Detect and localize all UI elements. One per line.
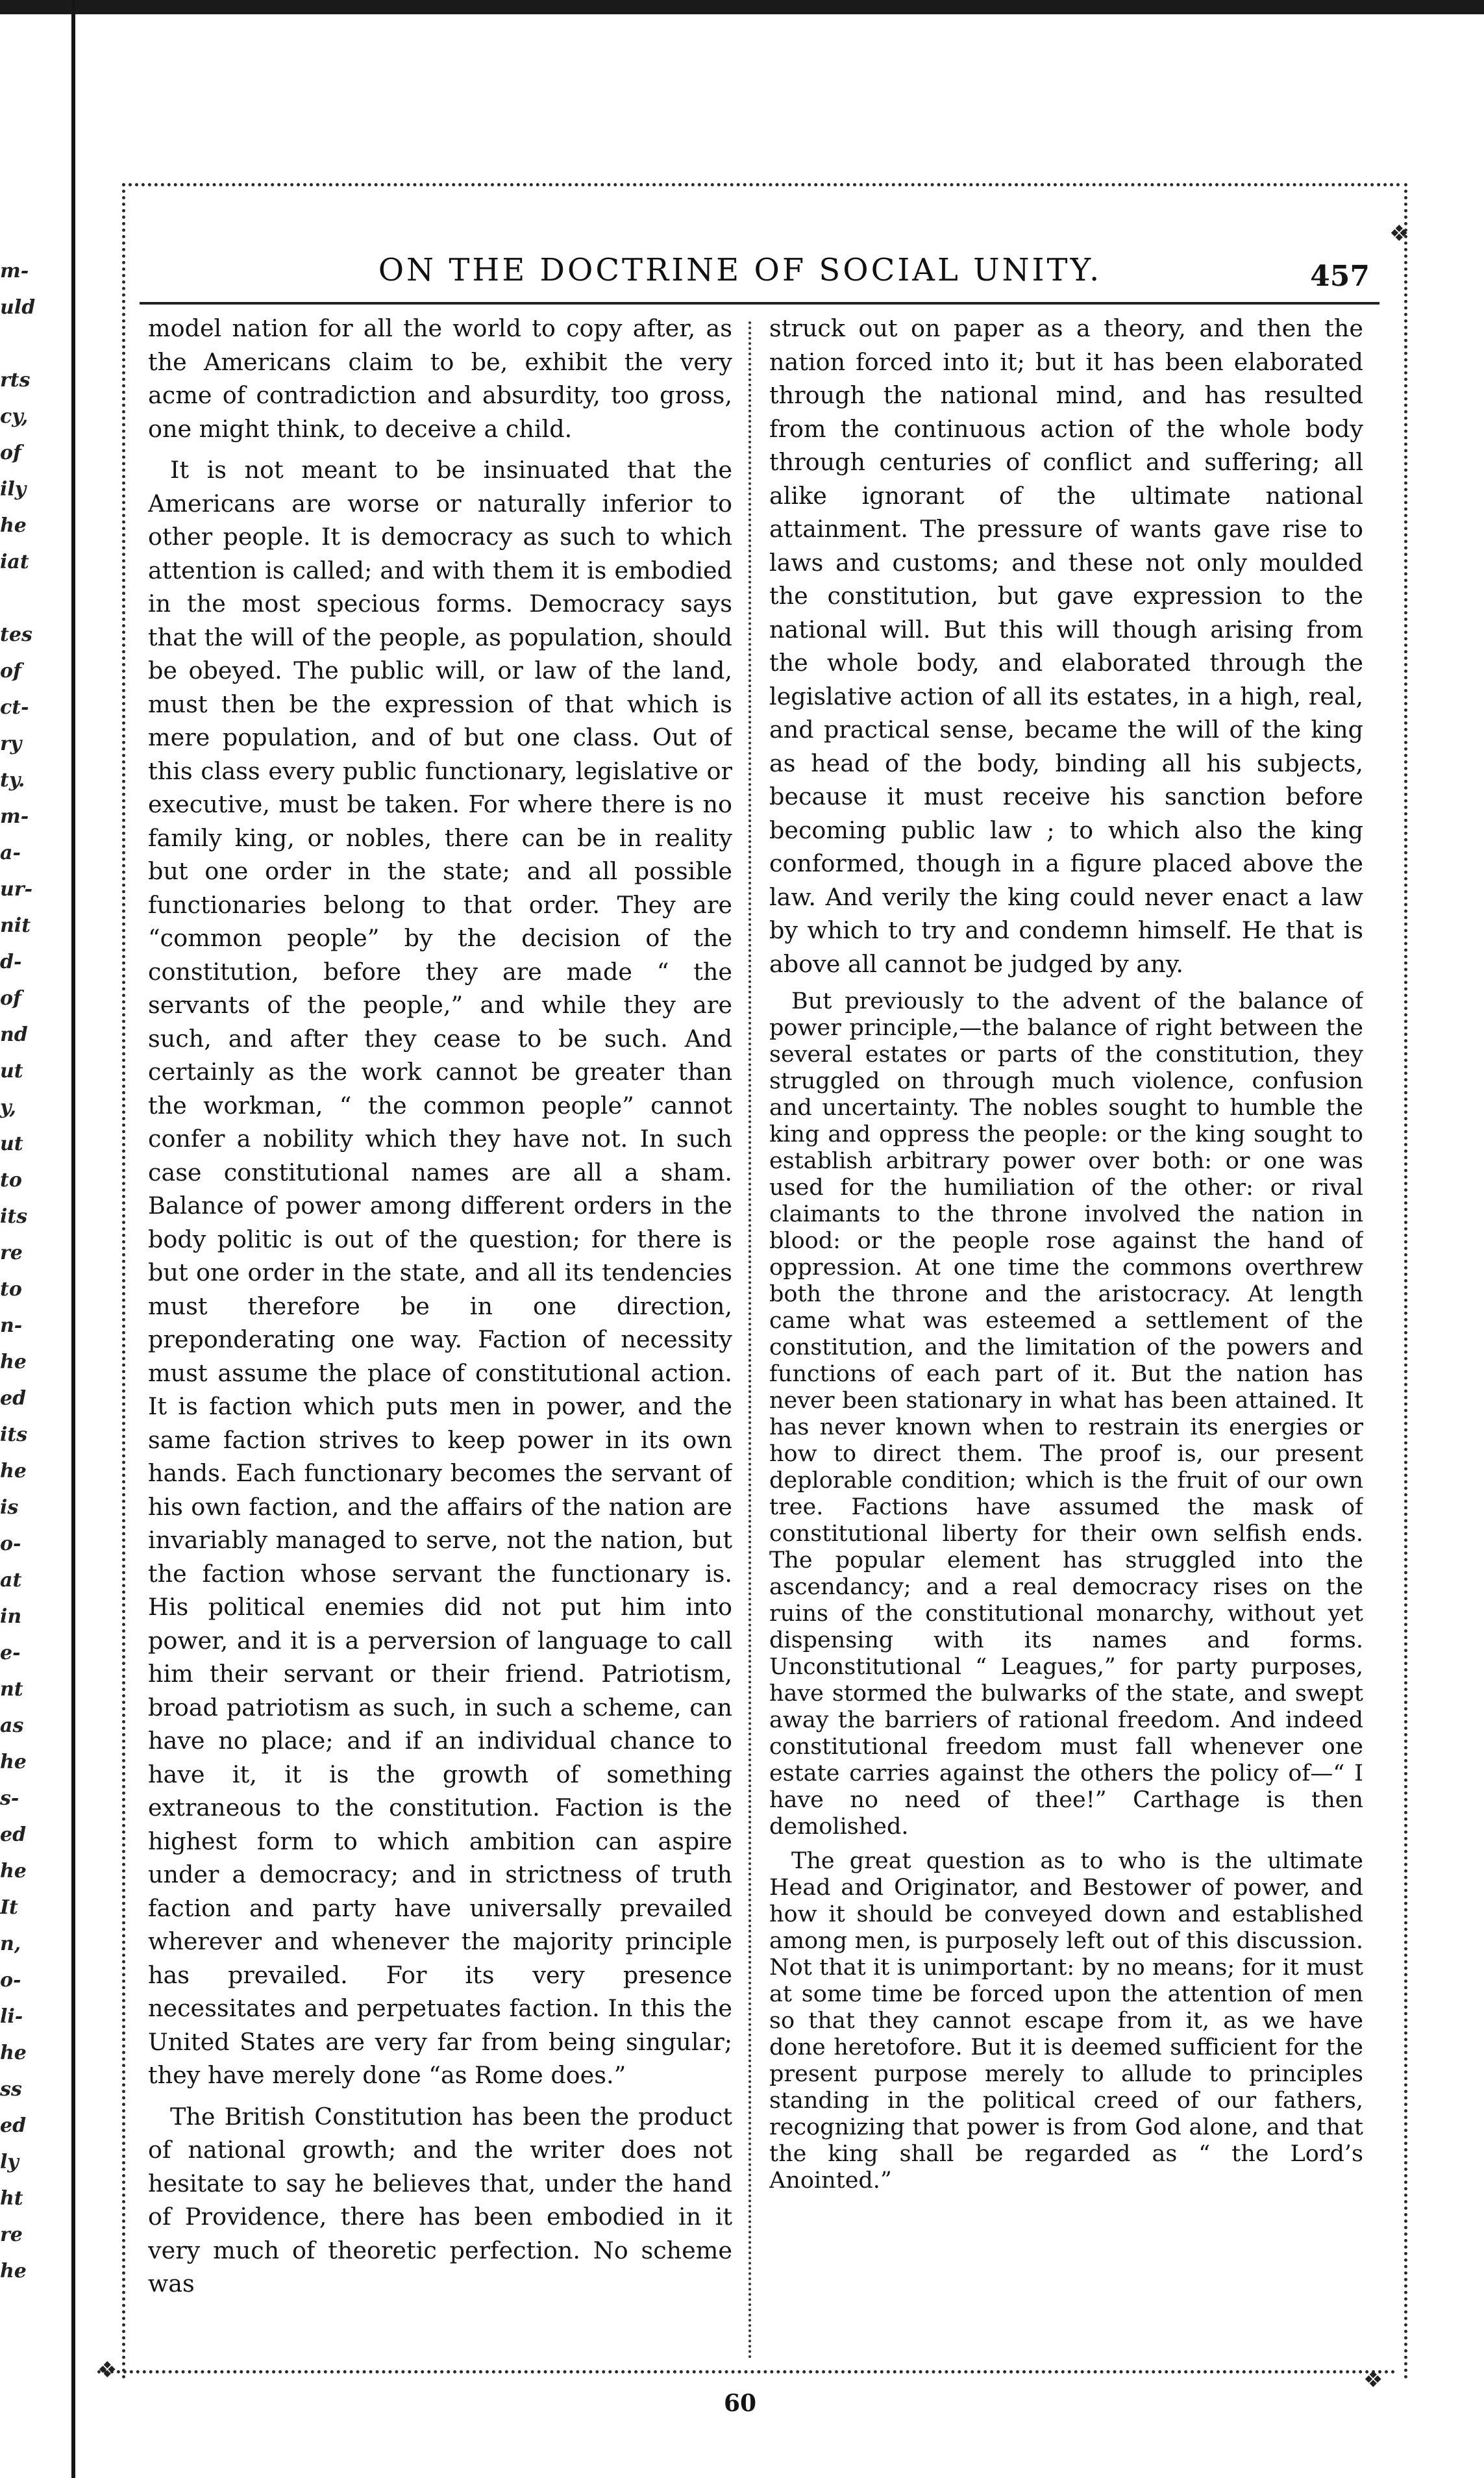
facing-page-fragment: he bbox=[0, 514, 27, 537]
facing-page-fragment: ut bbox=[0, 1060, 23, 1083]
facing-page-fragment: its bbox=[0, 1205, 28, 1228]
facing-page-fragment: he bbox=[0, 1860, 27, 1883]
running-head: ON THE DOCTRINE OF SOCIAL UNITY. bbox=[378, 252, 1102, 288]
paragraph: struck out on paper as a theory, and then the nation forced into it; but it has been elaborated through the national mind, and has resulted from the continuous action of the whole body through centuries of conflict and suffering; all alike ignorant of the ultimate national attainment. The pressure of wants gave rise to laws and customs; and these not only moulded the constitution, but gave expression to the national will. But this will though arising from the whole body, and elaborated through the legislative action of all its estates, in a high, real, and practical sense, became the will of the king as head of the body, binding all his subjects, because it must receive his sanction before becoming public law ; to which also the king conformed, though in a figure placed above the law. And verily the king could never enact a law by which to try and condemn himself. He that is above all cannot be judged by any. bbox=[769, 314, 1363, 978]
facing-page-fragment: uld bbox=[0, 296, 36, 319]
facing-page-fragment: e- bbox=[0, 1642, 21, 1664]
facing-page-fragment: n, bbox=[0, 1933, 21, 1955]
column-divider bbox=[748, 321, 754, 2360]
facing-page-fragment: o- bbox=[0, 1969, 21, 1992]
facing-page-fragment: ut bbox=[0, 1133, 23, 1155]
corner-ornament-icon: ❖ bbox=[97, 2357, 117, 2383]
facing-page-fragment: o- bbox=[0, 1533, 21, 1555]
facing-page-fragment: li- bbox=[0, 2005, 23, 2028]
facing-page-fragment: is bbox=[0, 1496, 19, 1519]
facing-page-fragment: ht bbox=[0, 2187, 23, 2210]
facing-page-fragment: he bbox=[0, 1751, 27, 1773]
facing-page-fragment: to bbox=[0, 1278, 22, 1301]
facing-page-fragment: as bbox=[0, 1714, 24, 1737]
facing-page-fragment: n- bbox=[0, 1314, 23, 1337]
facing-page-fragment: of bbox=[0, 987, 21, 1010]
frame-bottom-border bbox=[97, 2370, 1396, 2380]
facing-page-fragment: nt bbox=[0, 1678, 23, 1701]
facing-page-fragment: ed bbox=[0, 2114, 27, 2137]
paragraph: The British Constitution has been the product of national growth; and the writer does not hesitate to say he believes that, under the hand of Providence, there has been embodied in it very much of theoretic perfection. No scheme was bbox=[148, 2102, 732, 2297]
facing-page-fragment: s- bbox=[0, 1787, 19, 1810]
facing-page-fragment: ily bbox=[0, 478, 27, 501]
facing-page-fragment: tes bbox=[0, 623, 32, 646]
facing-page-fragment: m- bbox=[0, 260, 29, 282]
facing-page-fragment: of bbox=[0, 660, 21, 682]
facing-page-fragment: It bbox=[0, 1896, 18, 1919]
right-column bbox=[769, 312, 1363, 2357]
paragraph: But previously to the advent of the balance of power principle,—the balance of right between the several estates or parts of the constitution, they struggled on through much violence, confusion and uncertainty. The nobles sought to humble the king and oppress the people: or the king sought to establish arbitrary power over both: or one was used for the humiliation of the other: or rival claimants to the throne involved the nation in blood: or the people rose against the hand of oppression. At one time the commons overthrew both the throne and the aristocracy. At length came what was esteemed a settlement of the constitution, and the limitation of the powers and functions of each part of it. But the nation has never been stationary in what has been attained. It has never known when to restrain its energies or how to direct them. The proof is, our present deplorable condition; which is the fruit of our own tree. Factions have assumed the mask of constitutional liberty for their own selfish ends. The popular element has struggled into the ascendancy; and a real democracy rises on the ruins of the constitutional monarchy, without yet dispensing with its names and forms. Unconstitutional “ Leagues,” for party purposes, have stormed the bulwarks of the state, and swept away the barriers of rational freedom. And indeed constitutional freedom must fall whenever one estate carries against the others the policy of—“ I have no need of thee!” Carthage is then demolished. bbox=[769, 988, 1363, 1840]
signature-number: 60 bbox=[723, 2390, 757, 2417]
page-number: 457 bbox=[1310, 260, 1370, 293]
facing-page-fragment: m- bbox=[0, 805, 29, 828]
facing-page-fragment: he bbox=[0, 2260, 27, 2283]
facing-page-fragment: ry bbox=[0, 732, 22, 755]
facing-page-fragment: rts bbox=[0, 369, 31, 392]
facing-page-fragment: ty. bbox=[0, 769, 25, 792]
facing-page-fragment: cy, bbox=[0, 405, 29, 428]
corner-ornament-icon: ❖ bbox=[1363, 2367, 1383, 2393]
facing-page-fragment: he bbox=[0, 2042, 27, 2064]
facing-page-fragment: ed bbox=[0, 1387, 27, 1410]
facing-page-fragment: a- bbox=[0, 842, 21, 864]
facing-page-fragment: ur- bbox=[0, 878, 33, 901]
facing-page-fragment: he bbox=[0, 1460, 27, 1483]
header-rule bbox=[140, 302, 1379, 305]
facing-page-fragment: at bbox=[0, 1569, 22, 1592]
facing-page-fragment: nd bbox=[0, 1023, 28, 1046]
paragraph: It is not meant to be insinuated that the Americans are worse or naturally inferior to other people. It is democracy as such to which attention is called; and with them it is embodied in the most specious forms. Democracy says that the will of the people, as population, should be obeyed. The public will, or law of the land, must then be the expression of that which is mere population, and of but one class. Out of this class every public functionary, legislative or executive, must be taken. For where there is no family king, or nobles, there can be in reality but one order in the state; and all possible functionaries belong to that order. They are “common people” by the decision of the constitution, before they are made “ the servants of the people,” and while they are such, and after they cease to be such. And certainly as the work cannot be greater than the workman, “ the common people” cannot confer a nobility which they have not. In such case constitutional names are all a sham. Balance of power among different orders in the body politic is out of the question; for there is but one order in the state, and all its tendencies must therefore be in one direction, preponderating one way. Faction of necessity must assume the place of constitutional action. It is faction which puts men in power, and the same faction strives to keep power in its own hands. Each functionary becomes the servant of his own faction, and the affairs of the nation are invariably managed to serve, not the nation, but the faction whose servant the functionary is. His political enemies did not put him into power, and it is a perversion of language to call him their servant or their friend. Patriotism, broad patriotism as such, in such a scheme, can have no place; and if an individual chance to have it, it is the growth of something extraneous to the constitution. Faction is the highest form to which ambition can aspire under a democracy; and in strictness of truth faction and party have universally prevailed wherever and whenever the majority principle has prevailed. For its very presence necessitates and perpetuates faction. In this the United States are very far from being singular; they have merely done “as Rome does.” bbox=[148, 456, 732, 2089]
facing-page-fragment: in bbox=[0, 1605, 22, 1628]
facing-page-fragment: ss bbox=[0, 2078, 22, 2101]
binding-gutter bbox=[71, 0, 75, 2478]
facing-page-fragment: ly bbox=[0, 2151, 19, 2173]
facing-page-strip bbox=[0, 143, 58, 2338]
facing-page-fragment: to bbox=[0, 1169, 22, 1192]
facing-page-fragment: ct- bbox=[0, 696, 29, 719]
facing-page-fragment: he bbox=[0, 1351, 27, 1373]
facing-page-fragment: y, bbox=[0, 1096, 17, 1119]
facing-page-fragment: re bbox=[0, 1242, 23, 1264]
facing-page-fragment: iat bbox=[0, 551, 29, 573]
facing-page-fragment: nit bbox=[0, 914, 31, 937]
scan-top-border bbox=[0, 0, 1484, 14]
facing-page-fragment: re bbox=[0, 2223, 23, 2246]
left-column bbox=[148, 312, 732, 2357]
facing-page-fragment: its bbox=[0, 1423, 28, 1446]
facing-page-fragment: ed bbox=[0, 1823, 27, 1846]
facing-page-fragment: d- bbox=[0, 951, 22, 973]
facing-page-fragment: of bbox=[0, 442, 21, 464]
paragraph: The great question as to who is the ultimate Head and Originator, and Bestower of power, and how it should be conveyed down and established among men, is purposely left out of this discussion. Not that it is unimportant: by no means; for it must at some time be forced upon the attention of men so that they cannot escape from it, as we have done heretofore. But it is deemed sufficient for the present purpose merely to allude to principles standing in the political creed of our fathers, recognizing that power is from God alone, and that the king shall be regarded as “ the Lord’s Anointed.” bbox=[769, 1848, 1363, 2194]
paragraph: model nation for all the world to copy after, as the Americans claim to be, exhibit the very acme of contradiction and absurdity, too gross, one might think, to deceive a child. bbox=[148, 314, 732, 443]
corner-ornament-icon: ❖ bbox=[1389, 221, 1409, 247]
